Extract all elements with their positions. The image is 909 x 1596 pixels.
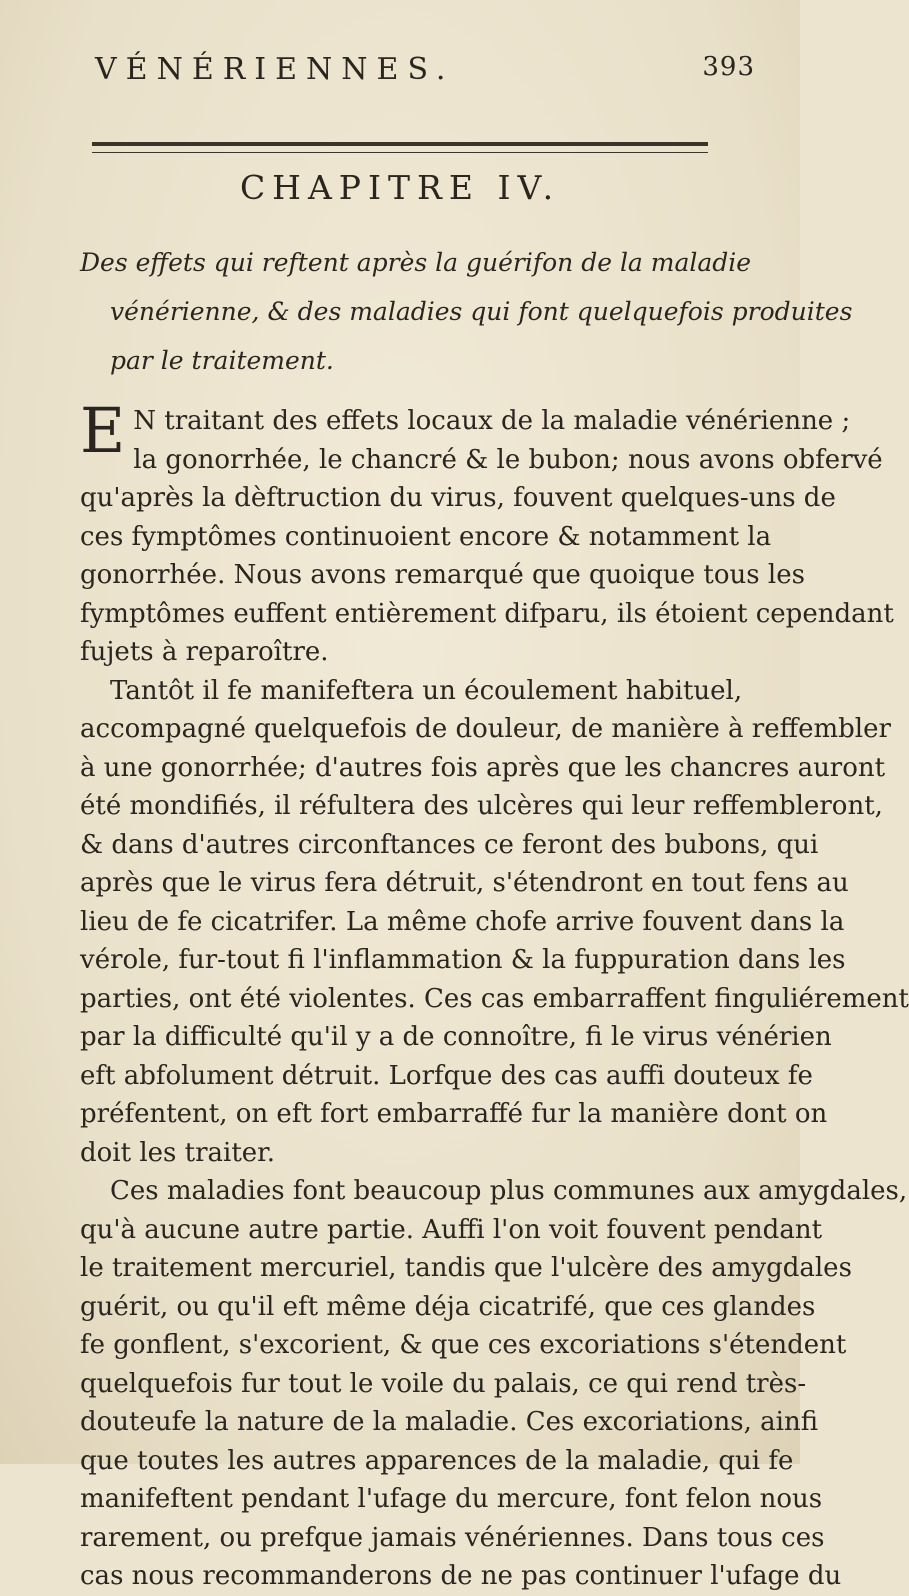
text-line: douteufe la nature de la maladie. Ces excoriations, ainfi: [80, 1407, 819, 1437]
text-line: été mondifiés, il réfultera des ulcères qui leur reffembleront,: [80, 791, 883, 821]
text-line: fymptômes euffent entièrement difparu, ils étoient cependant: [80, 598, 894, 629]
text-line: vérole, fur-tout fi l'inflammation & la fuppuration dans les: [80, 945, 846, 975]
text-line: ces fymptômes continuoient encore & notamment la: [80, 521, 772, 552]
text-line: la gonorrhée, le chancré & le bubon; nous avons obfervé: [133, 444, 883, 475]
text-line: le traitement mercuriel, tandis que l'ulcère des amygdales: [80, 1253, 852, 1283]
text-line: après que le virus fera détruit, s'étendront en tout fens au: [80, 868, 849, 898]
chapter-title: CHAPITRE IV.: [239, 168, 561, 207]
text-line: N traitant des effets locaux de la maladie vénérienne ;: [133, 406, 851, 436]
text-line: & dans d'autres circonftances ce feront des bubons, qui: [80, 829, 819, 860]
subtitle-line: Des effets qui reftent après la guérifon de la maladie: [80, 248, 752, 277]
text-line: eft abfolument détruit. Lorfque des cas auffi douteux fe: [80, 1060, 813, 1091]
body-text: [80, 394, 909, 1596]
text-line: Ces maladies font beaucoup plus communes aux amygdales,: [110, 1176, 908, 1206]
text-line: Tantôt il fe manifeftera un écoulement habituel,: [110, 675, 743, 706]
paragraph-3: [80, 1172, 908, 1596]
text-line: que toutes les autres apparences de la maladie, qui fe: [80, 1445, 794, 1476]
subtitle-line: vénérienne, & des maladies qui font quelquefois produites: [110, 297, 853, 326]
chapter-subtitle: [80, 238, 853, 385]
text-line: accompagné quelquefois de douleur, de manière à reffembler: [80, 714, 891, 744]
drop-cap: E: [80, 394, 126, 467]
text-line: à une gonorrhée; d'autres fois après que les chancres auront: [80, 752, 886, 783]
text-line: par la difficulté qu'il y a de connoître, fi le virus vénérien: [80, 1022, 832, 1052]
text-line: parties, ont été violentes. Ces cas embarraffent finguliérement: [80, 983, 909, 1014]
text-line: préfentent, on eft fort embarraffé fur la manière dont on: [80, 1099, 828, 1129]
page-header: [95, 52, 755, 92]
header-rule: [92, 142, 708, 153]
text-line: qu'après la dèftruction du virus, fouvent quelques-uns de: [80, 483, 836, 513]
running-head: VÉNÉRIENNES.: [95, 52, 455, 87]
text-line: guérit, ou qu'il eft même déja cicatrifé, que ces glandes: [80, 1291, 816, 1322]
text-line: fujets à reparoître.: [80, 637, 329, 667]
text-line: qu'à aucune autre partie. Auffi l'on voit fouvent pendant: [80, 1214, 823, 1245]
text-line: lieu de fe cicatrifer. La même chofe arrive fouvent dans la: [80, 906, 845, 937]
text-line: manifeftent pendant l'ufage du mercure, font felon nous: [80, 1484, 823, 1514]
subtitle-line: par le traitement.: [110, 346, 334, 375]
text-line: quelquefois fur tout le voile du palais, ce qui rend très-: [80, 1368, 807, 1399]
text-line: fe gonflent, s'excorient, & que ces excoriations s'étendent: [80, 1330, 847, 1360]
page-number: 393: [702, 52, 755, 82]
text-line: gonorrhée. Nous avons remarqué que quoique tous les: [80, 560, 805, 590]
paragraph-1: [80, 394, 894, 672]
text-line: cas nous recommanderons de ne pas continuer l'ufage du: [80, 1561, 842, 1591]
text-line: doit les traiter.: [80, 1137, 275, 1168]
text-line: rarement, ou prefque jamais vénériennes. Dans tous ces: [80, 1522, 825, 1553]
paragraph-2: [80, 672, 909, 1173]
